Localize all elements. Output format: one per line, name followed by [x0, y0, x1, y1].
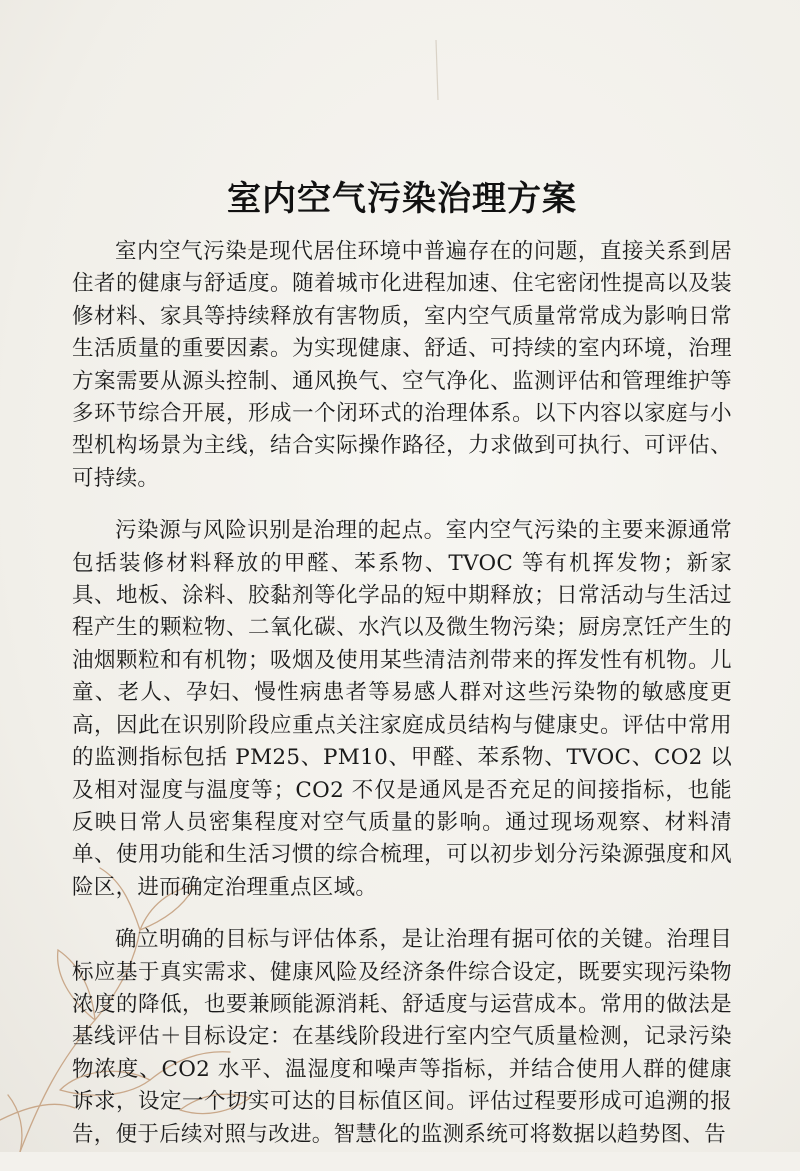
- paragraph-goals-evaluation: 确立明确的目标与评估体系，是让治理有据可依的关键。治理目标应基于真实需求、健康风险及经济条件综合设定，既要实现污染物浓度的降低，也要兼顾能源消耗、舒适度与运营成本。常用的做法是基线评估＋目标设定：在基线阶段进行室内空气质量检测，记录污染物浓度、CO2 水平、温湿度和噪声等指标，并结合使用人群的健康诉求，设定一个切实可达的目标值区间。评估过程要形成可追溯的报告，便于后续对照与改进。智慧化的监测系统可将数据以趋势图、告: [72, 927, 732, 1147]
- paragraph-intro: 室内空气污染是现代居住环境中普遍存在的问题，直接关系到居住者的健康与舒适度。随着城市化进程加速、住宅密闭性提高以及装修材料、家具等持续释放有害物质，室内空气质量常常成为影响日常生活质量的重要因素。为实现健康、舒适、可持续的室内环境，治理方案需要从源头控制、通风换气、空气净化、监测评估和管理维护等多环节综合开展，形成一个闭环式的治理体系。以下内容以家庭与小型机构场景为主线，结合实际操作路径，力求做到可执行、可评估、可持续。: [72, 239, 732, 491]
- document-title: 室内空气污染治理方案: [227, 179, 577, 219]
- paragraph-source-identification: 污染源与风险识别是治理的起点。室内空气污染的主要来源通常包括装修材料释放的甲醛、苯系物、TVOC 等有机挥发物；新家具、地板、涂料、胶黏剂等化学品的短中期释放；日常活动与生活过程产生的颗粒物、二氧化碳、水汽以及微生物污染；厨房烹饪产生的油烟颗粒和有机物；吸烟及使用某些清洁剂带来的挥发性有机物。儿童、老人、孕妇、慢性病患者等易感人群对这些污染物的敏感度更高，因此在识别阶段应重点关注家庭成员结构与健康史。评估中常用的监测指标包括 PM25、PM10、甲醛、苯系物、TVOC、CO2 以及相对湿度与温度等；CO2 不仅是通风是否充足的间接指标，也能反映日常人员密集程度对空气质量的影响。通过现场观察、材料清单、使用功能和生活习惯的综合梳理，可以初步划分污染源强度和风险区，进而确定治理重点区域。: [72, 518, 732, 900]
- document-body: [72, 176, 732, 1171]
